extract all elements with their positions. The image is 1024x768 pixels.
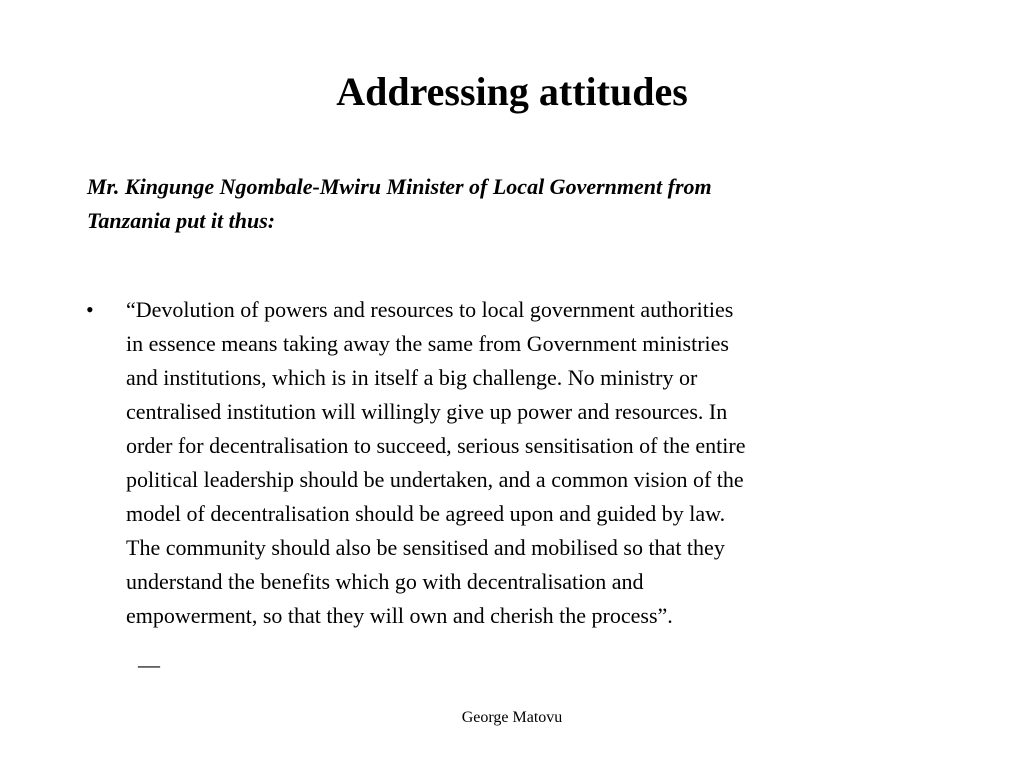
- quote-line: The community should also be sensitised and mobilised so that they: [126, 535, 725, 560]
- quote-line: understand the benefits which go with decentralisation and: [126, 569, 644, 594]
- intro-text: [87, 170, 937, 238]
- footer-author: George Matovu: [461, 709, 563, 726]
- quote-text: [126, 293, 946, 633]
- bullet-marker: •: [86, 297, 94, 322]
- intro-line: Tanzania put it thus:: [87, 208, 276, 233]
- quote-line: model of decentralisation should be agreed upon and guided by law.: [126, 501, 726, 526]
- quote-line: in essence means taking away the same from Government ministries: [126, 331, 729, 356]
- quote-line: order for decentralisation to succeed, serious sensitisation of the entire: [126, 433, 746, 458]
- quote-line: and institutions, which is in itself a big challenge. No ministry or: [126, 365, 698, 390]
- sub-bullet-dash: —: [138, 652, 160, 677]
- slide-title: Addressing attitudes: [336, 69, 688, 114]
- intro-line: Mr. Kingunge Ngombale-Mwiru Minister of Local Government from: [87, 174, 712, 199]
- quote-line: political leadership should be undertaken, and a common vision of the: [126, 467, 744, 492]
- quote-line: empowerment, so that they will own and cherish the process”.: [126, 603, 673, 628]
- quote-line: centralised institution will willingly give up power and resources. In: [126, 399, 728, 424]
- quote-line: “Devolution of powers and resources to local government authorities: [126, 297, 734, 322]
